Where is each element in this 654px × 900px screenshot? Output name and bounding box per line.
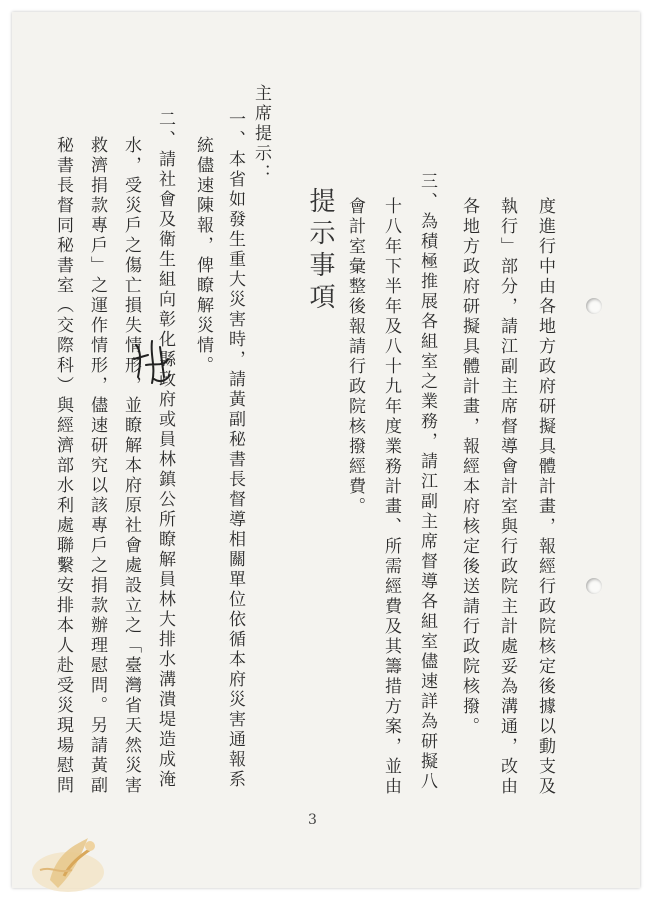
punch-hole-top xyxy=(586,298,602,314)
item3-line-2: 十八年下半年及八十九年度業務計畫、所需經費及其籌措方案，並由 xyxy=(381,197,401,797)
page-number: 3 xyxy=(308,812,317,828)
prev-line-2: 執行」部分，請江副主席督導會計室與行政院主計處妥為溝通，改由 xyxy=(497,197,517,797)
item3-line-1: 三、為積極推展各組室之業務，請江副主席督導各組室儘速詳為研擬八 xyxy=(417,172,437,792)
item1-line-1: 一、本省如發生重大災害時，請黃副秘書長督導相關單位依循本府災害通報系 xyxy=(225,110,245,790)
chair-remarks-header: 主席提示： xyxy=(251,84,271,184)
document-page xyxy=(12,12,640,888)
item3-line-3: 會計室彙整後報請行政院核撥經費。 xyxy=(345,197,365,517)
prev-line-1: 度進行中由各地方政府研擬具體計畫，報經行政院核定後據以動支及 xyxy=(535,197,555,797)
punch-hole-bottom xyxy=(586,578,602,594)
section-title: 提示事項 xyxy=(305,187,335,315)
item2-line-4: 秘書長督同秘書室（交際科）與經濟部水利處聯繫安排本人赴受災現場慰問 xyxy=(53,136,73,796)
item2-line-3: 救濟捐款專戶」之運作情形，儘速研究以該專戶之捐款辦理慰問。另請黃副 xyxy=(87,136,107,796)
prev-line-3: 各地方政府研擬具體計畫，報經本府核定後送請行政院核撥。 xyxy=(459,197,479,737)
item1-line-2: 統儘速陳報，俾瞭解災情。 xyxy=(193,136,213,376)
item2-line-2: 水，受災戶之傷亡損失情形，並瞭解本府原社會處設立之「臺灣省天然災害 xyxy=(121,136,141,796)
handwritten-mark xyxy=(130,337,174,389)
item2-line-1: 二、請社會及衛生組向彰化縣政府或員林鎮公所瞭解員林大排水溝潰堤造成淹 xyxy=(155,110,175,790)
archive-logo-icon xyxy=(28,830,114,898)
